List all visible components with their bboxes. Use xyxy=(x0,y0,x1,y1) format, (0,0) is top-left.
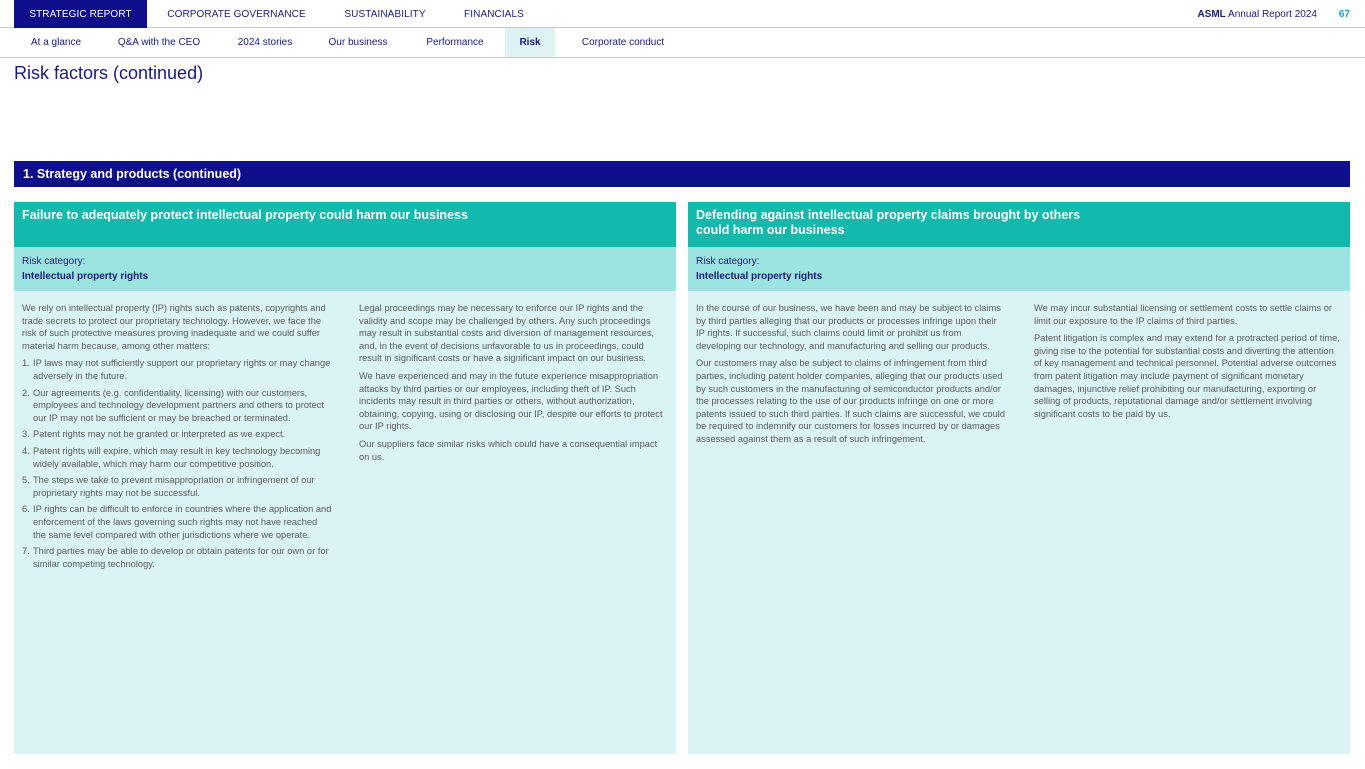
risk-column-1 xyxy=(696,302,1006,451)
paragraph: Patent litigation is complex and may extend for a protracted period of time, giving rise to the potential for substantial costs and diverting the attention of key management and technical personnel. Potential adverse outcomes from patent litigation may include payment of significant monetary damages, injunctive relief prohibiting our manufacturing, exporting or selling of products, reputational damage and/or settlement involving significant costs to be paid by us. xyxy=(1034,333,1340,419)
subtab-qa-ceo[interactable]: Q&A with the CEO xyxy=(117,37,201,48)
tab-sustainability[interactable]: SUSTAINABILITY xyxy=(344,9,426,20)
risk-column-2 xyxy=(1034,302,1344,425)
list-item: 5. The steps we take to prevent misappropriation or infringement of our proprietary rights may not be successful. xyxy=(22,475,315,498)
list-item: 1. IP laws may not sufficiently support our proprietary rights or may change adversely in the future. xyxy=(22,358,331,381)
risk-column-1 xyxy=(22,302,332,574)
subtab-risk[interactable]: Risk xyxy=(505,28,555,57)
report-name: Annual Report 2024 xyxy=(1228,9,1317,20)
risk-category xyxy=(688,247,1350,291)
paragraph: We have experienced and may in the future experience misappropriation attacks by third parties or our employees, including theft of IP. Such incidents may result in third parties or others, without authorization, obtaining, copying, using or disclosing our IP, despite our efforts to protect our IP rights. xyxy=(359,370,663,432)
risk-column-2 xyxy=(359,302,669,468)
report-brand xyxy=(1197,0,1317,28)
paragraph: Legal proceedings may be necessary to enforce our IP rights and the validity and scope may be challenged by others. Any such proceedings may result in substantial costs and diversion of management resources, and, in the event of decisions unfavorable to us in proceedings, could result in significant costs or have a significant impact on our business. xyxy=(359,303,655,364)
tab-strategic-report[interactable]: STRATEGIC REPORT xyxy=(14,0,147,28)
paragraph: Our suppliers face similar risks which could have a consequential impact on us. xyxy=(359,438,658,462)
top-nav xyxy=(0,0,1365,28)
sub-nav xyxy=(0,28,1365,58)
brand-name: ASML xyxy=(1197,9,1226,20)
risk-title: Failure to adequately protect intellectual property could harm our business xyxy=(14,202,676,247)
list-item: 7. Third parties may be able to develop or obtain patents for our own or for similar competing technology. xyxy=(22,546,329,569)
list-item: 6. IP rights can be difficult to enforce in countries where the application and enforcement of the laws governing such rights may not have reached the same level compared with other jurisdictions where we operate. xyxy=(22,504,332,540)
paragraph: We may incur substantial licensing or settlement costs to settle claims or limit our exposure to the IP claims of third parties. xyxy=(1034,303,1332,326)
list-item: 3. Patent rights may not be granted or interpreted as we expect. xyxy=(22,429,286,440)
section-header: 1. Strategy and products (continued) xyxy=(14,161,1350,187)
list-item: 2. Our agreements (e.g. confidentiality, licensing) with our customers, employees and technology development partners and others to protect our IP may not be sufficient or may be breached or terminated. xyxy=(22,387,324,423)
risk-intro: We rely on intellectual property (IP) rights such as patents, copyrights and trade secrets to protect our proprietary technology. However, we face the risk of such protective measures proving inadequate and we could suffer material harm because, among other matters: xyxy=(22,303,326,351)
risk-category-label: Risk category: xyxy=(696,256,760,267)
list-item: 4. Patent rights will expire, which may result in key technology becoming widely available, which may harm our competitive position. xyxy=(22,445,321,469)
risk-panel-ip-protection xyxy=(14,202,676,754)
risk-category-value: Intellectual property rights xyxy=(696,271,823,282)
risk-category-value: Intellectual property rights xyxy=(22,271,149,282)
tab-financials[interactable]: FINANCIALS xyxy=(464,9,524,20)
page-title: Risk factors (continued) xyxy=(14,63,204,83)
risk-panel-ip-claims xyxy=(688,202,1350,754)
risk-list xyxy=(22,357,332,570)
subtab-our-business[interactable]: Our business xyxy=(328,37,388,48)
subtab-at-a-glance[interactable]: At a glance xyxy=(30,37,82,48)
risk-title: Defending against intellectual property claims brought by others could harm our business xyxy=(688,202,1350,247)
risk-category xyxy=(14,247,676,291)
risk-category-label: Risk category: xyxy=(22,256,86,267)
page-number: 67 xyxy=(1338,9,1350,20)
subtab-corporate-conduct[interactable]: Corporate conduct xyxy=(581,37,665,48)
paragraph: Our customers may also be subject to claims of infringement from third parties, including patent holder companies, alleging that our products used by such customers in the manufacturing of semiconductor products and/or the processes relating to the use of our products infringe on one or more patents issued to such third parties. If such claims are successful, we could be required to indemnify our customers for losses incurred by or damages assessed against them as a result of such infringement. xyxy=(696,358,1006,444)
paragraph: In the course of our business, we have been and may be subject to claims by third parties alleging that our products or processes infringe upon their IP rights. If successful, such claims could limit or prohibit us from developing our technology, and manufacturing and selling our products. xyxy=(696,303,1001,351)
subtab-2024-stories[interactable]: 2024 stories xyxy=(237,37,293,48)
subtab-performance[interactable]: Performance xyxy=(426,37,484,48)
tab-corporate-governance[interactable]: CORPORATE GOVERNANCE xyxy=(167,9,306,20)
